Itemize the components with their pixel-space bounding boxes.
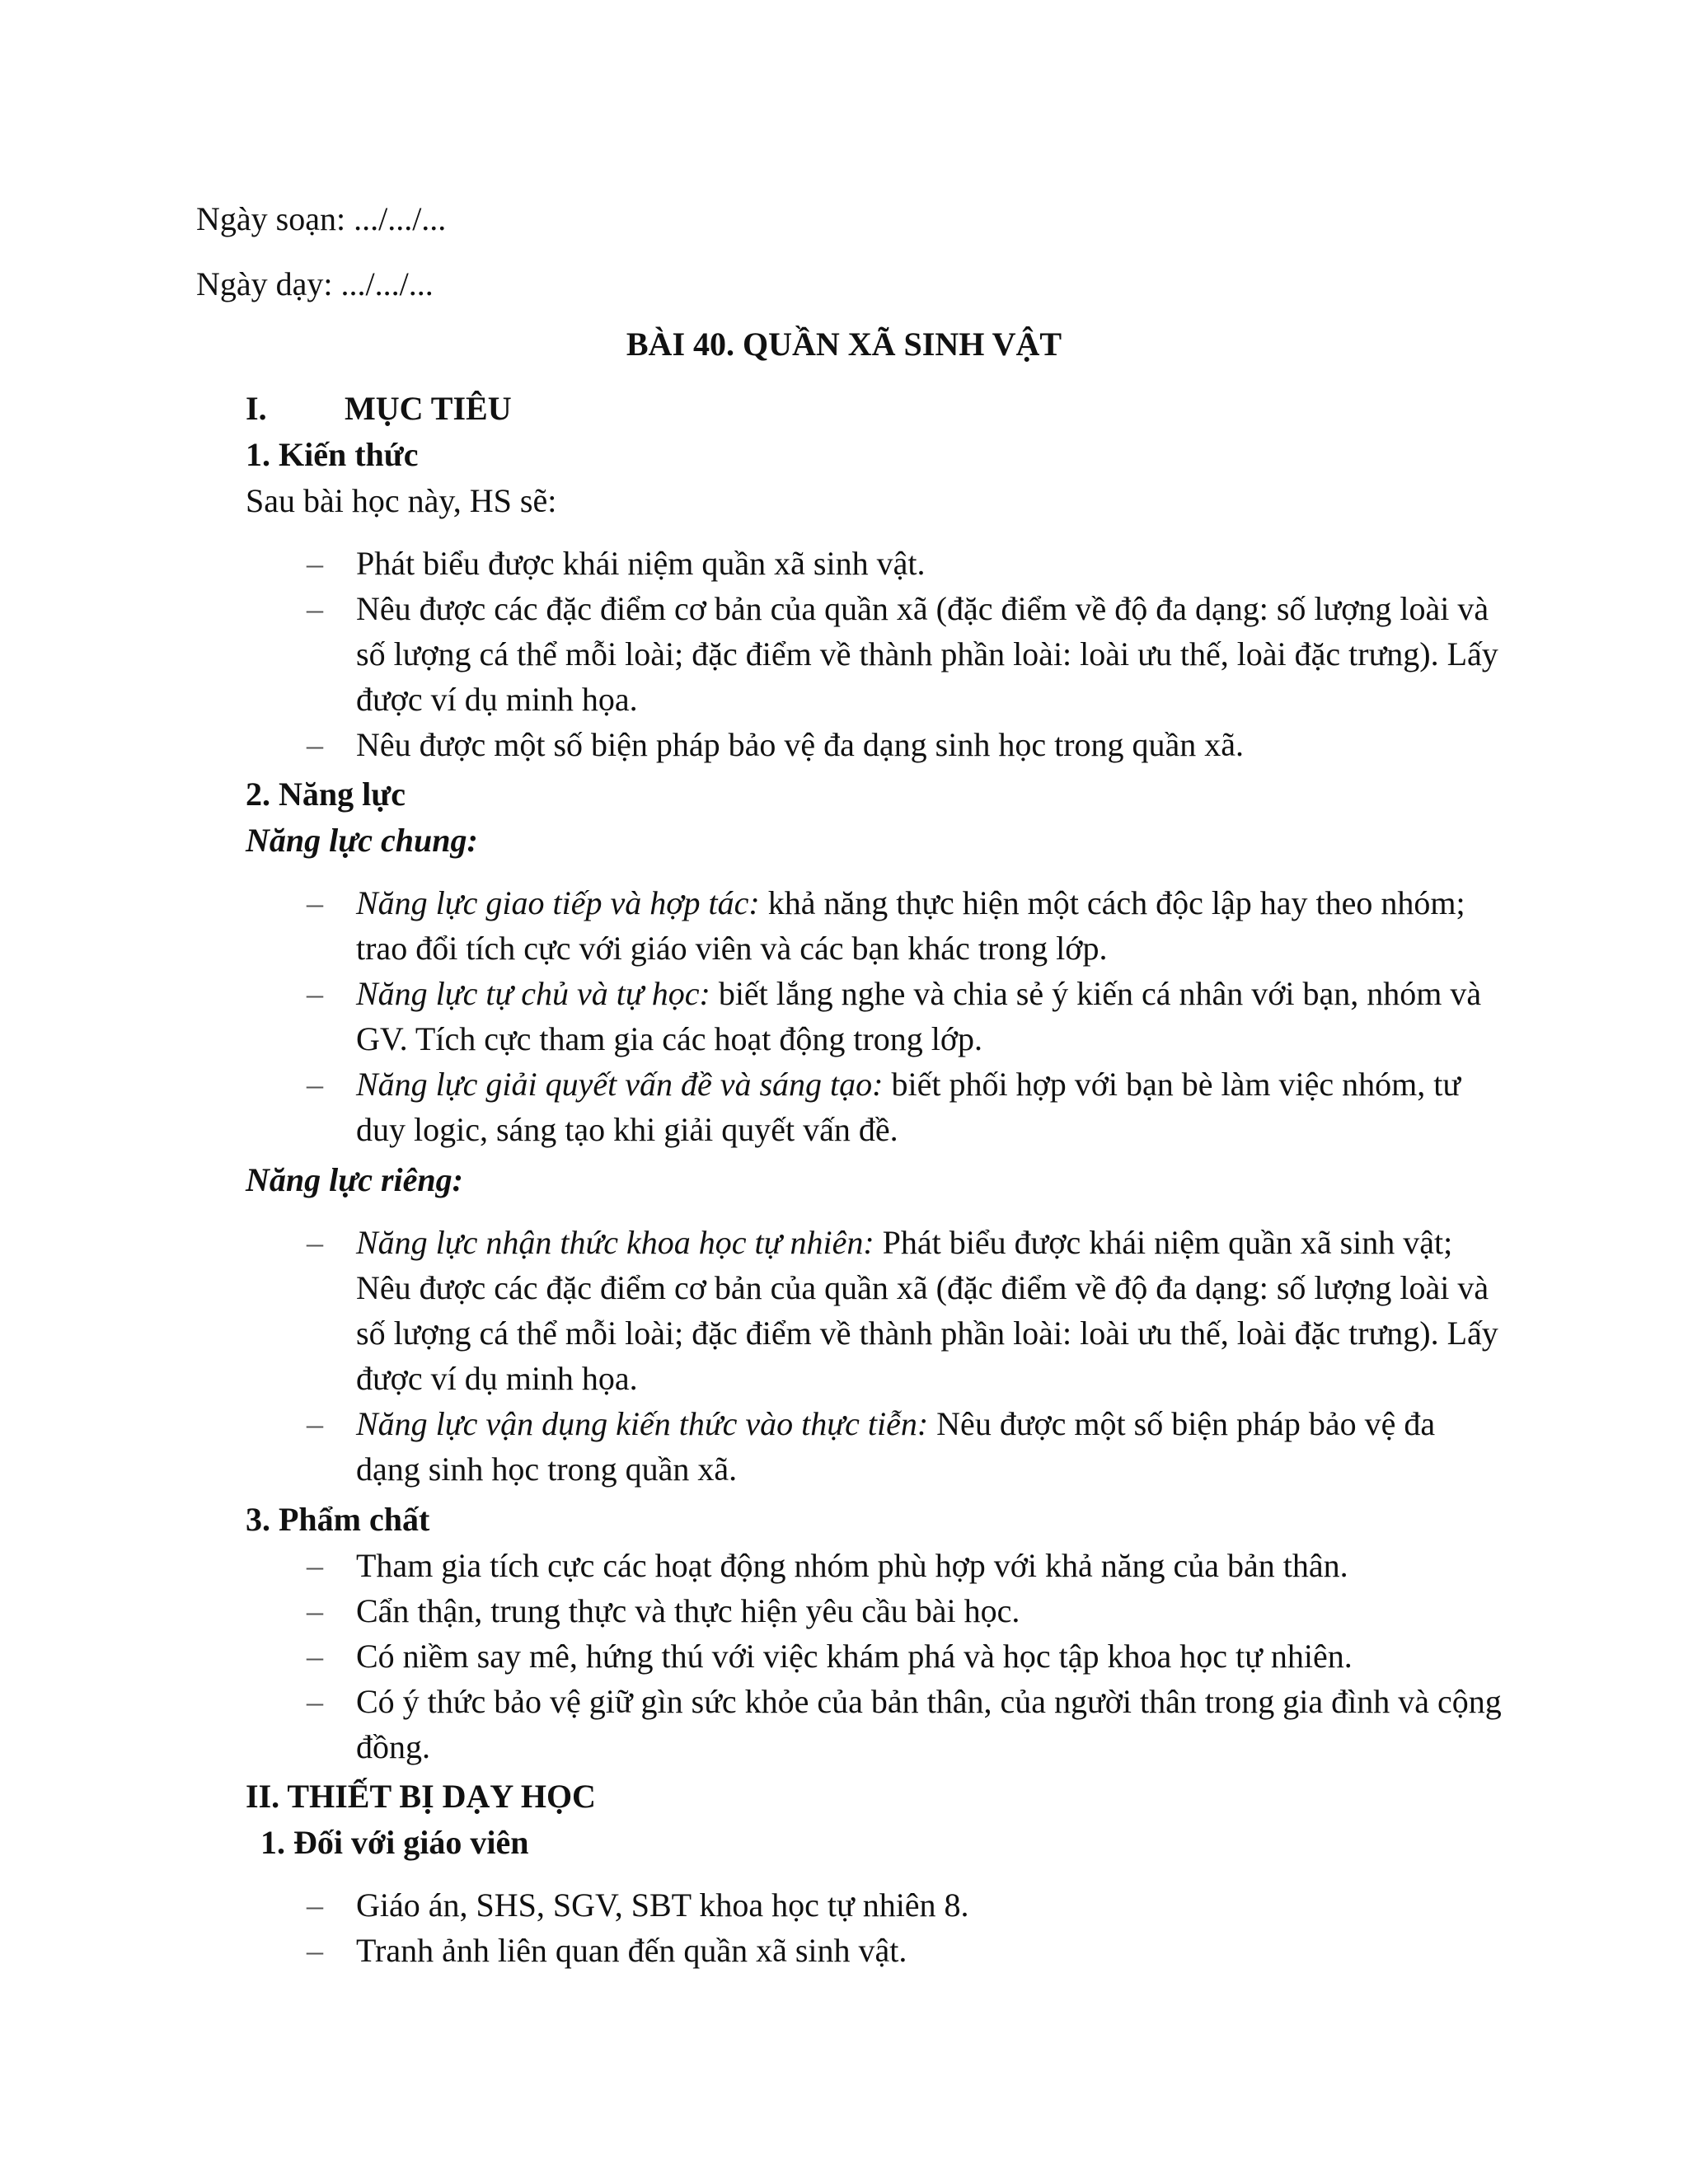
dash-marker: – <box>307 545 323 582</box>
list-item <box>0 586 1502 722</box>
dash-marker: – <box>307 1547 323 1584</box>
nang-luc-chung-list <box>0 880 1502 1152</box>
list-item <box>0 1588 1502 1633</box>
dash-marker: – <box>307 590 323 627</box>
list-item <box>0 880 1502 971</box>
item-label: Năng lực giải quyết vấn đề và sáng tạo: <box>356 1066 884 1103</box>
dash-marker: – <box>307 884 323 921</box>
item-label: Năng lực vận dụng kiến thức vào thực tiễn: <box>356 1405 929 1442</box>
item-label: Năng lực tự chủ và tự học: <box>356 975 710 1012</box>
dash-marker: – <box>307 1886 323 1924</box>
list-item-text: Tranh ảnh liên quan đến quần xã sinh vật. <box>356 1932 907 1969</box>
list-item <box>0 971 1502 1062</box>
kien-thuc-list <box>0 541 1502 767</box>
list-item-text: Cẩn thận, trung thực và thực hiện yêu cầu bài học. <box>356 1592 1020 1629</box>
section-2-heading: II. THIẾT BỊ DẠY HỌC <box>246 1778 596 1815</box>
list-item-text: Có niềm say mê, hứng thú với việc khám phá và học tập khoa học tự nhiên. <box>356 1638 1353 1675</box>
list-item <box>0 541 1502 586</box>
list-item-text: Nêu được một số biện pháp bảo vệ đa dạng sinh học trong quần xã. <box>356 726 1245 763</box>
list-item <box>0 1882 1502 1928</box>
list-item-text: Nêu được các đặc điểm cơ bản của quần xã (đặc điểm về độ đa dạng: số lượng loài và số lượng cá thể mỗi loài; đặc điểm về thành phần loài: loài ưu thế, loài đặc trưng). Lấy được ví dụ minh họa. <box>356 590 1498 718</box>
list-item <box>0 1928 1502 1973</box>
nang-luc-rieng-list <box>0 1220 1502 1492</box>
list-item <box>0 1401 1502 1492</box>
section-1-heading <box>246 386 512 431</box>
dash-marker: – <box>307 726 323 763</box>
lesson-title: BÀI 40. QUẦN XÃ SINH VẬT <box>626 326 1062 363</box>
section-1-title: MỤC TIÊU <box>345 390 512 427</box>
list-item <box>0 722 1502 767</box>
list-item-text: Phát biểu được khái niệm quần xã sinh vật. <box>356 545 926 582</box>
list-item <box>0 1679 1502 1769</box>
pham-chat-list <box>0 1543 1502 1769</box>
ngay-soan: Ngày soạn: .../.../... <box>196 200 447 237</box>
item-text: khả năng thực hiện một cách độc lập hay theo nhóm; trao đổi tích cực với giáo viên và các bạn khác trong lớp. <box>356 884 1465 967</box>
nang-luc-chung-heading: Năng lực chung: <box>246 822 478 859</box>
list-item-text: Có ý thức bảo vệ giữ gìn sức khỏe của bản thân, của người thân trong gia đình và cộng đồng. <box>356 1683 1502 1765</box>
item-text: biết phối hợp với bạn bè làm việc nhóm, tư duy logic, sáng tạo khi giải quyết vấn đề. <box>356 1066 1461 1148</box>
dash-marker: – <box>307 1066 323 1103</box>
dash-marker: – <box>307 1224 323 1261</box>
dash-marker: – <box>307 1638 323 1675</box>
giao-vien-heading: 1. Đối với giáo viên <box>260 1824 529 1861</box>
nang-luc-heading: 2. Năng lực <box>246 776 406 813</box>
dash-marker: – <box>307 1405 323 1442</box>
list-item <box>0 1062 1502 1152</box>
nang-luc-rieng-heading: Năng lực riêng: <box>246 1161 463 1198</box>
item-text: Nêu được một số biện pháp bảo vệ đa dạng sinh học trong quần xã. <box>356 1405 1436 1488</box>
list-item-text: Giáo án, SHS, SGV, SBT khoa học tự nhiên 8. <box>356 1886 969 1924</box>
kien-thuc-intro: Sau bài học này, HS sẽ: <box>246 482 557 519</box>
ngay-day: Ngày dạy: .../.../... <box>196 265 434 302</box>
list-item <box>0 1543 1502 1588</box>
pham-chat-heading: 3. Phẩm chất <box>246 1501 430 1538</box>
dash-marker: – <box>307 1932 323 1969</box>
dash-marker: – <box>307 975 323 1012</box>
list-item <box>0 1633 1502 1679</box>
dash-marker: – <box>307 1683 323 1720</box>
section-1-numeral: I. <box>246 390 267 427</box>
dash-marker: – <box>307 1592 323 1629</box>
kien-thuc-heading: 1. Kiến thức <box>246 436 419 473</box>
item-text: biết lắng nghe và chia sẻ ý kiến cá nhân với bạn, nhóm và GV. Tích cực tham gia các hoạt động trong lớp. <box>356 975 1482 1057</box>
item-label: Năng lực giao tiếp và hợp tác: <box>356 884 760 921</box>
list-item-text: Tham gia tích cực các hoạt động nhóm phù hợp với khả năng của bản thân. <box>356 1547 1348 1584</box>
list-item <box>0 1220 1502 1401</box>
giao-vien-list <box>0 1882 1502 1973</box>
item-text: Phát biểu được khái niệm quần xã sinh vật; Nêu được các đặc điểm cơ bản của quần xã (đặc điểm về độ đa dạng: số lượng loài và số lượng cá thể mỗi loài; đặc điểm về thành phần loài: loài ưu thế, loài đặc trưng). Lấy được ví dụ minh họa. <box>356 1224 1498 1397</box>
item-label: Năng lực nhận thức khoa học tự nhiên: <box>356 1224 874 1261</box>
